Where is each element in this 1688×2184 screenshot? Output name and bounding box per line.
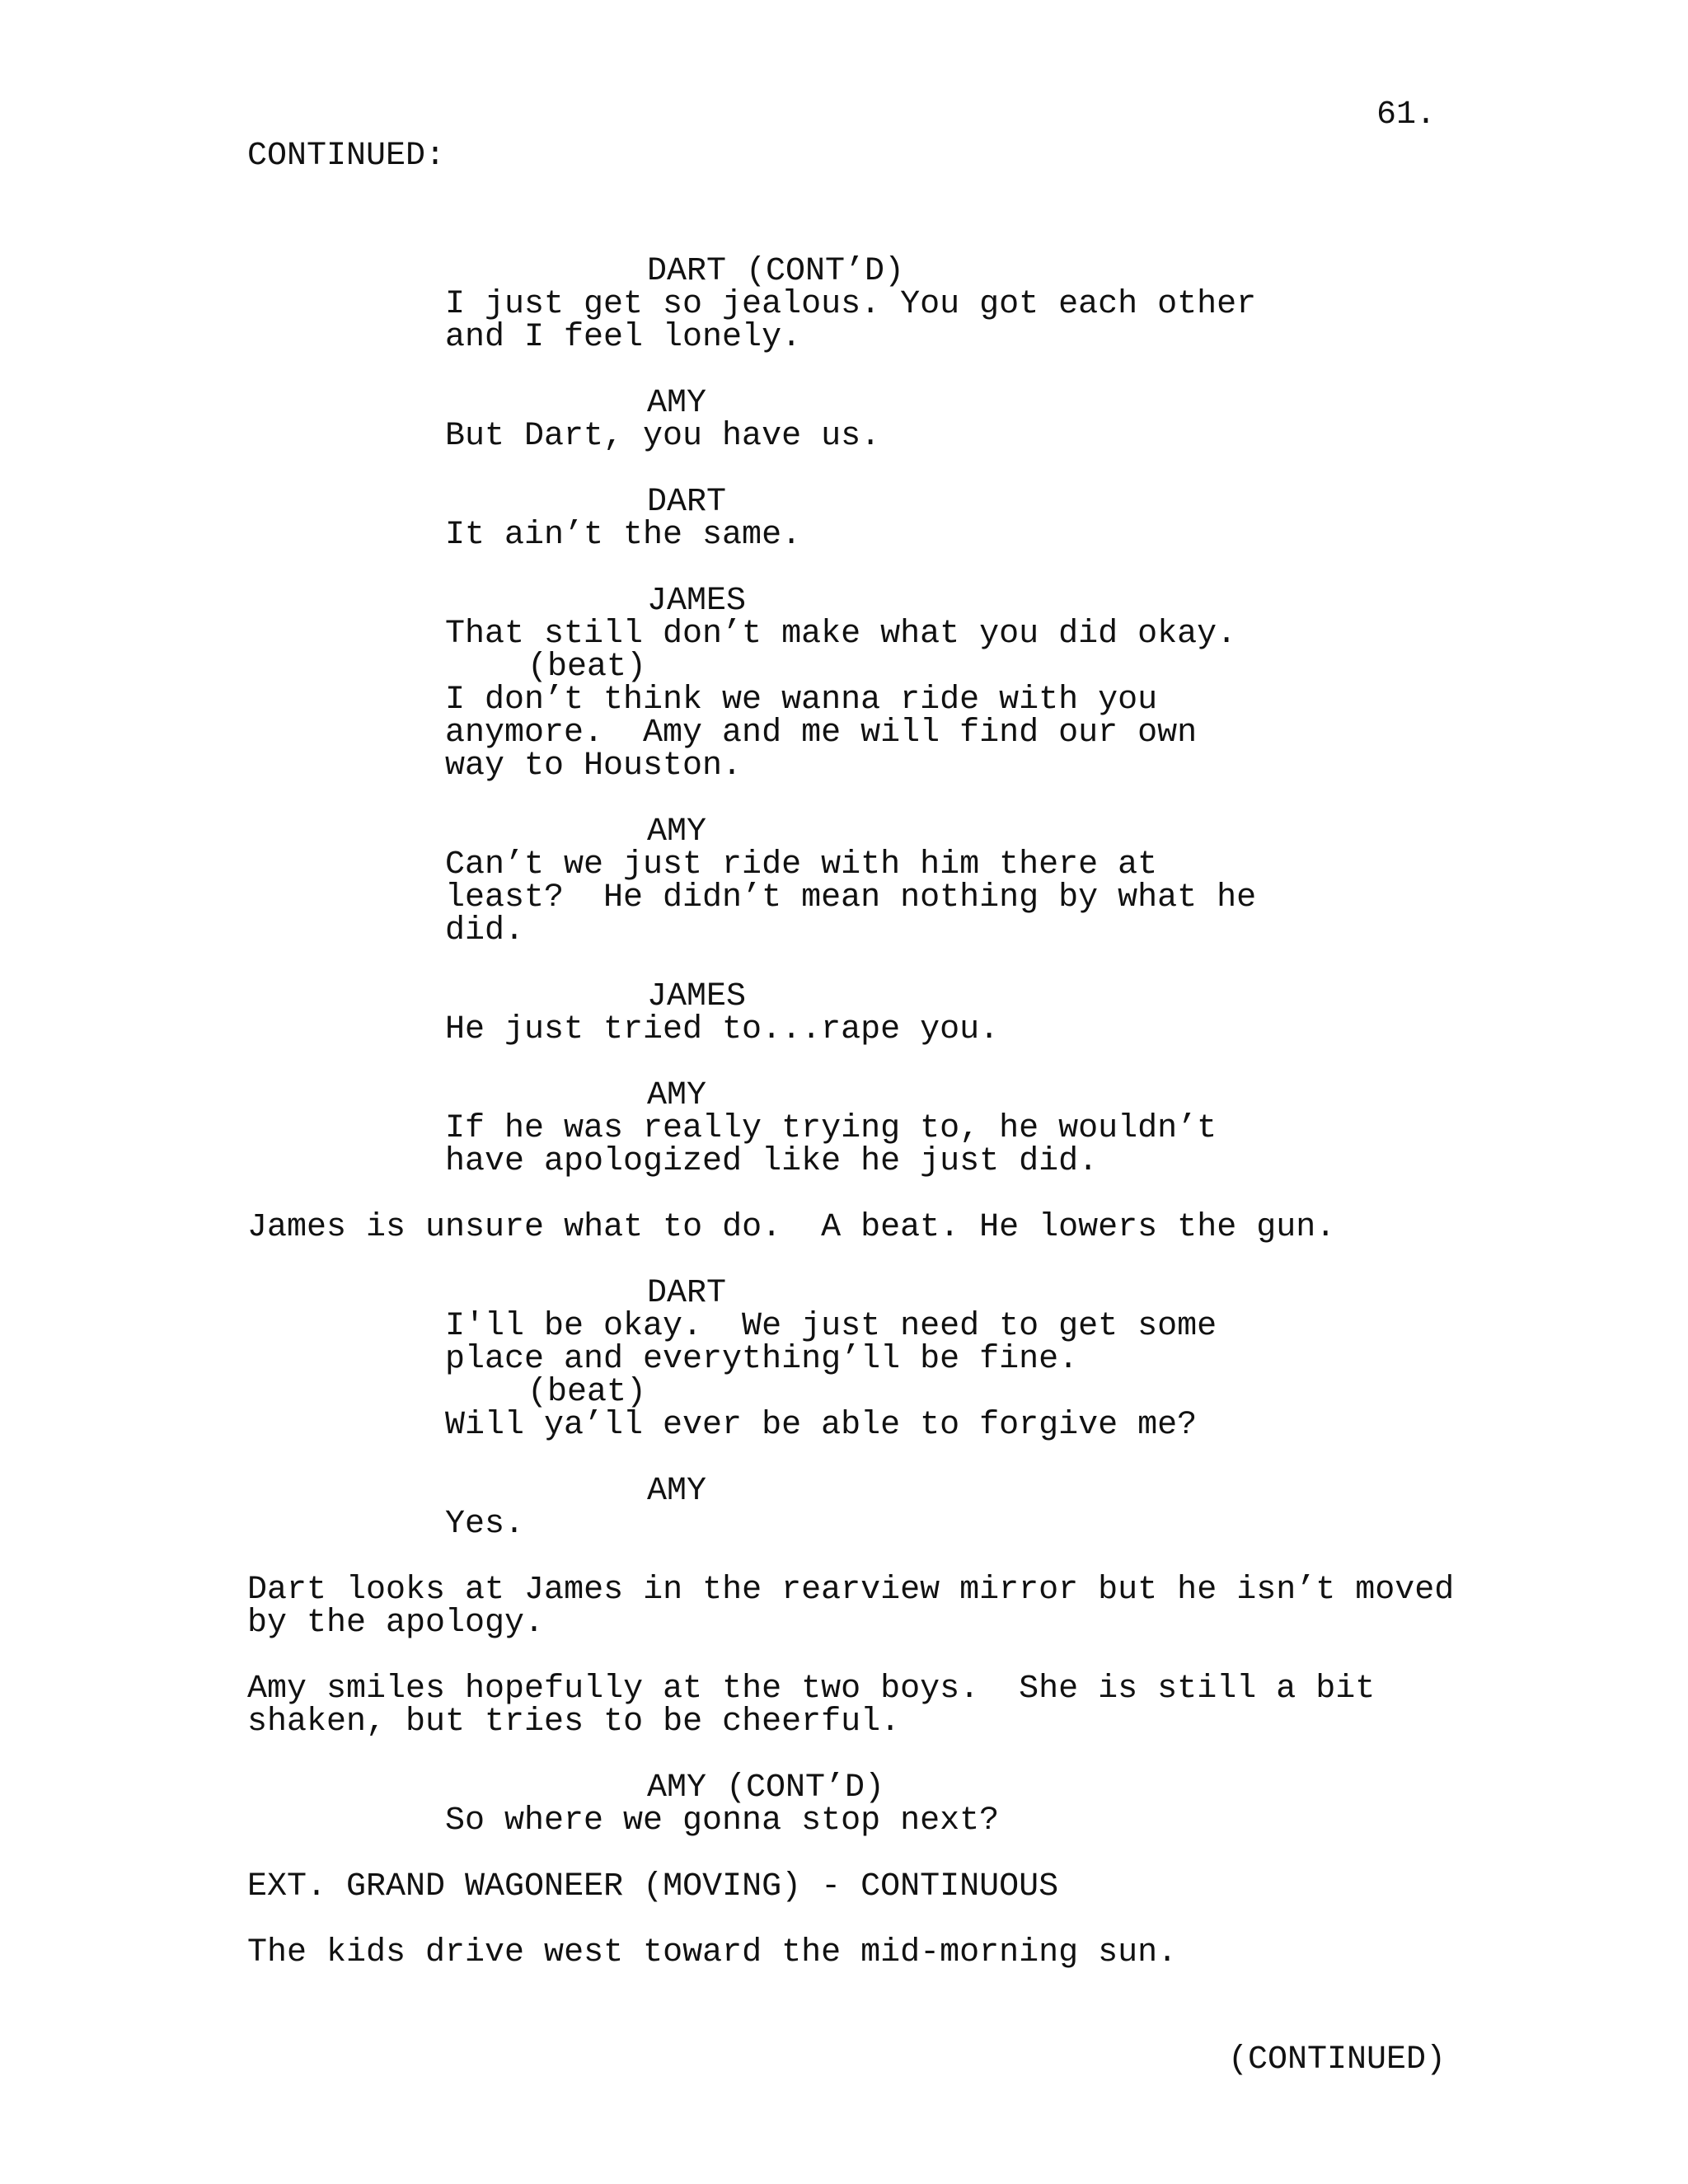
dialogue-line: I just get so jealous. You got each other bbox=[445, 286, 1257, 323]
character-cue: DART (CONT’D) bbox=[647, 253, 905, 290]
dialogue-line: It ain’t the same. bbox=[445, 517, 802, 554]
dialogue-line: anymore. Amy and me will find our own bbox=[445, 715, 1198, 752]
dialogue-line: Will ya’ll ever be able to forgive me? bbox=[445, 1407, 1198, 1444]
character-cue: DART bbox=[647, 484, 727, 521]
parenthetical: (beat) bbox=[528, 1374, 647, 1411]
character-cue: DART bbox=[647, 1275, 727, 1312]
action-line: The kids drive west toward the mid-morning sun. bbox=[247, 1934, 1178, 1971]
dialogue-line: I'll be okay. We just need to get some bbox=[445, 1308, 1217, 1345]
character-cue: JAMES bbox=[647, 978, 747, 1015]
dialogue-line: least? He didn’t mean nothing by what he bbox=[445, 879, 1257, 916]
continued-header: CONTINUED: bbox=[247, 138, 446, 175]
character-cue: AMY bbox=[647, 385, 707, 422]
character-cue: AMY bbox=[647, 813, 707, 851]
dialogue-line: Can’t we just ride with him there at bbox=[445, 846, 1158, 883]
page-number: 61. bbox=[1376, 96, 1437, 134]
action-line: EXT. GRAND WAGONEER (MOVING) - CONTINUOUS bbox=[247, 1868, 1059, 1905]
dialogue-line: I don’t think we wanna ride with you bbox=[445, 682, 1158, 719]
dialogue-line: He just tried to...rape you. bbox=[445, 1011, 1000, 1048]
character-cue: AMY bbox=[647, 1077, 707, 1114]
dialogue-line: way to Houston. bbox=[445, 748, 743, 785]
character-cue: AMY bbox=[647, 1473, 707, 1510]
action-line: Dart looks at James in the rearview mirror but he isn’t moved bbox=[247, 1572, 1455, 1609]
dialogue-line: So where we gonna stop next? bbox=[445, 1802, 1000, 1840]
parenthetical: (beat) bbox=[528, 649, 647, 686]
character-cue: JAMES bbox=[647, 583, 747, 620]
dialogue-line: and I feel lonely. bbox=[445, 319, 802, 356]
dialogue-line: But Dart, you have us. bbox=[445, 418, 881, 455]
continued-footer: (CONTINUED) bbox=[1228, 2041, 1447, 2079]
action-line: shaken, but tries to be cheerful. bbox=[247, 1704, 901, 1741]
dialogue-line: Yes. bbox=[445, 1506, 525, 1543]
action-line: James is unsure what to do. A beat. He lowers the gun. bbox=[247, 1209, 1336, 1246]
action-line: by the apology. bbox=[247, 1605, 545, 1642]
dialogue-line: That still don’t make what you did okay. bbox=[445, 616, 1237, 653]
character-cue: AMY (CONT’D) bbox=[647, 1769, 885, 1807]
dialogue-line: did. bbox=[445, 912, 525, 949]
dialogue-line: place and everything’ll be fine. bbox=[445, 1341, 1079, 1378]
dialogue-line: have apologized like he just did. bbox=[445, 1143, 1099, 1180]
action-line: Amy smiles hopefully at the two boys. She is still a bit bbox=[247, 1671, 1376, 1708]
dialogue-line: If he was really trying to, he wouldn’t bbox=[445, 1110, 1217, 1147]
